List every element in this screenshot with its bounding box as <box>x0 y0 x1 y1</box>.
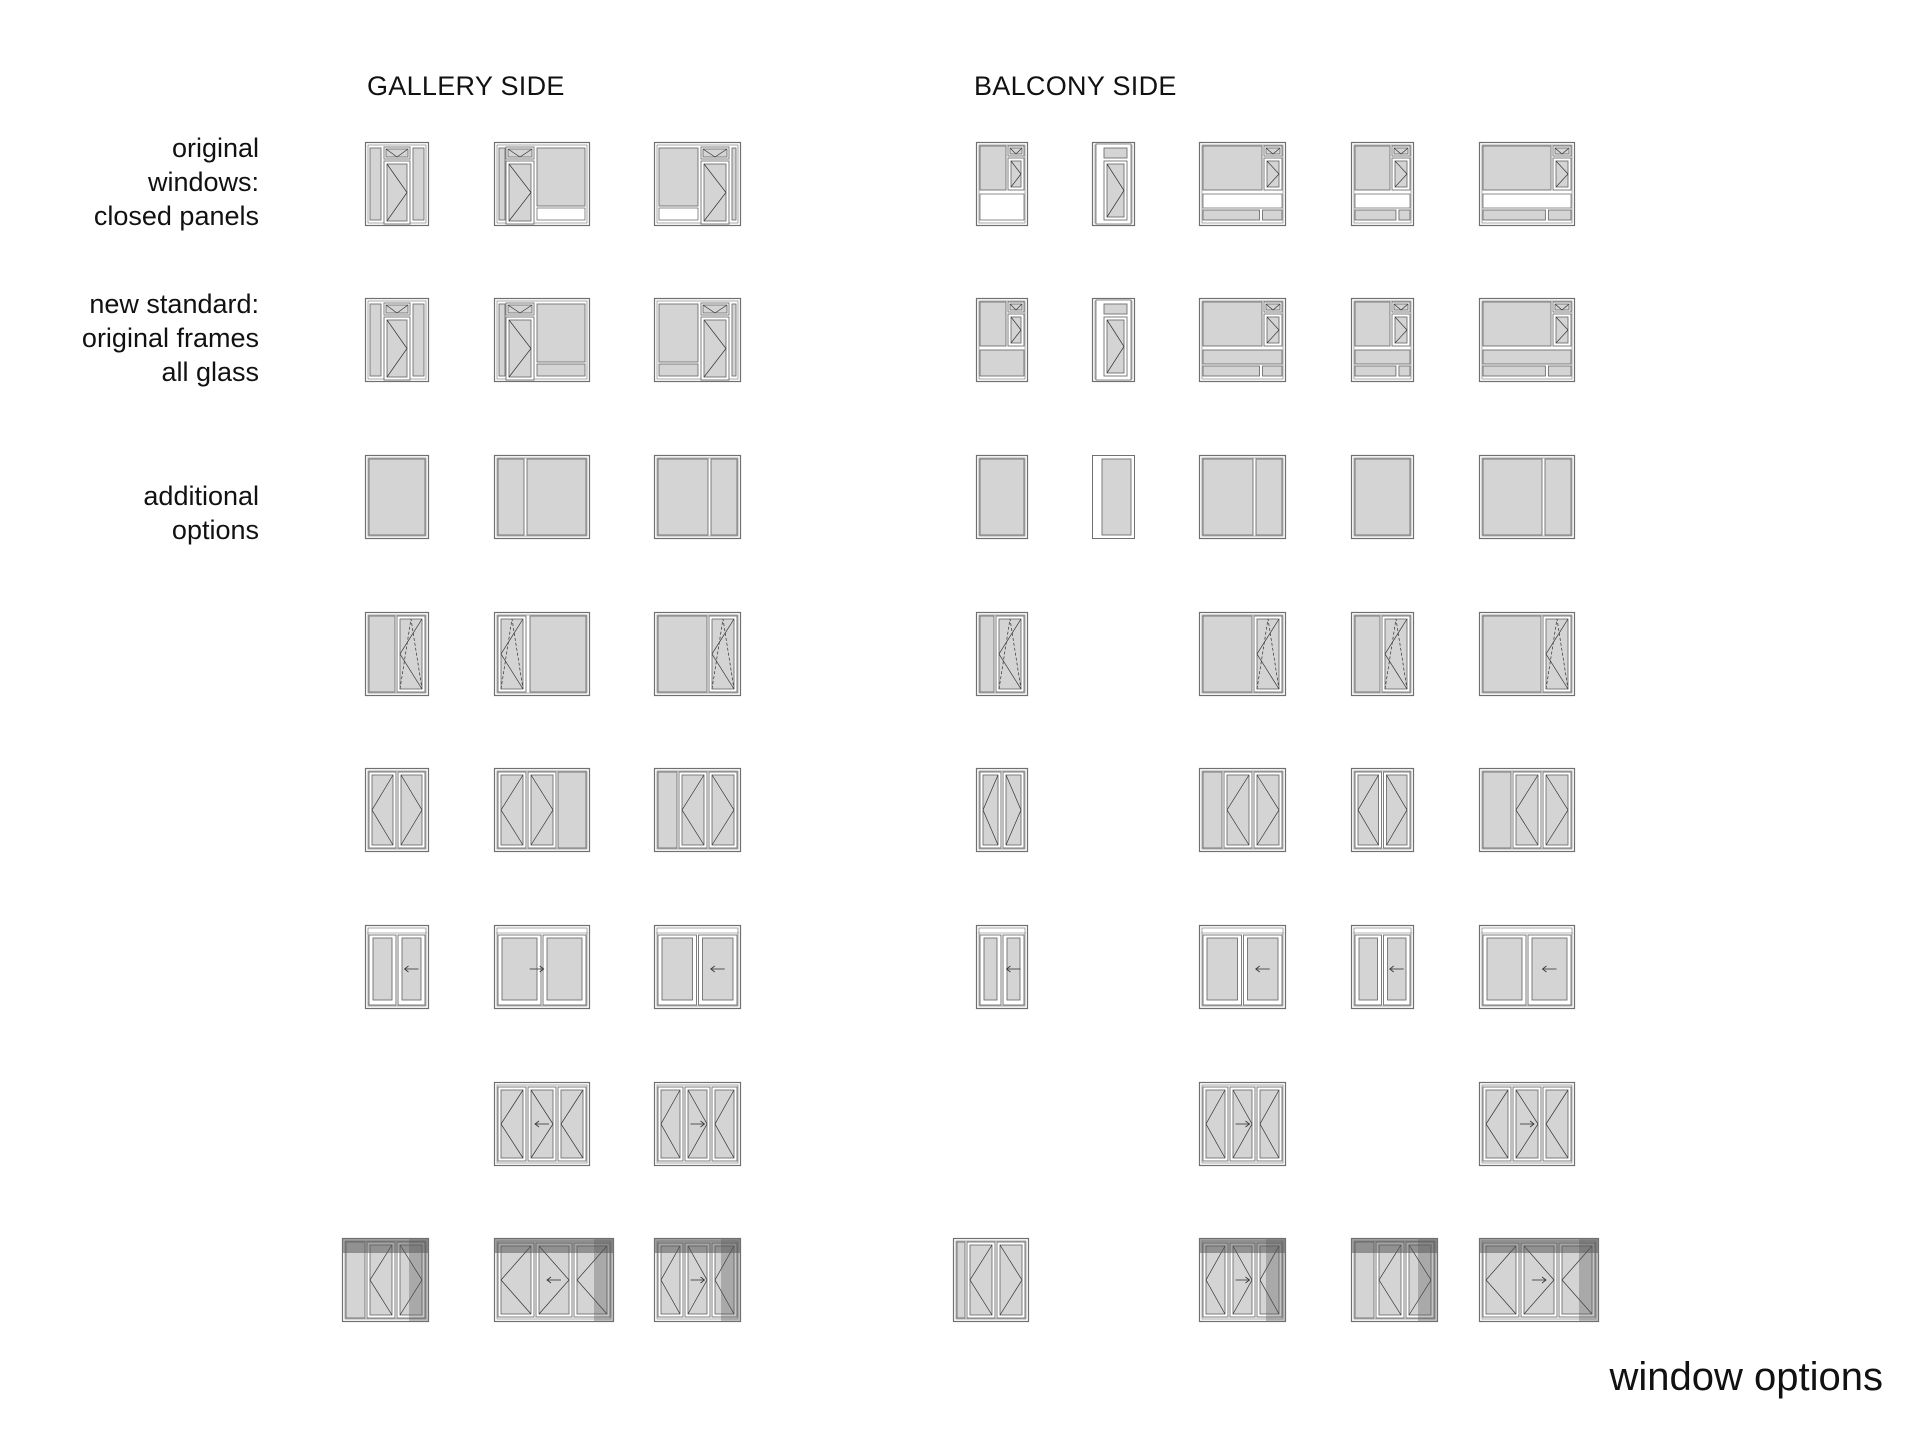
window-b3-shaded <box>1199 1238 1286 1322</box>
row-label-additional <box>143 479 259 547</box>
window-g2-double <box>494 768 590 852</box>
window-b1-tilt <box>976 612 1028 696</box>
window-g1-standard <box>365 298 429 382</box>
row-label-new-standard-line-2: original frames <box>81 323 259 353</box>
window-b4-standard <box>1351 298 1414 382</box>
window-b3-original <box>1199 142 1286 226</box>
window-g3-shaded <box>654 1238 741 1322</box>
row-label-original-line-2: windows: <box>147 167 259 197</box>
window-g2-fixed <box>494 455 590 539</box>
window-b5-folding <box>1479 1082 1575 1166</box>
window-b5-original <box>1479 142 1575 226</box>
window-b1-double <box>976 768 1028 852</box>
window-b3-folding <box>1199 1082 1286 1166</box>
window-b5-shaded <box>1479 1238 1599 1322</box>
window-g1-fixed <box>365 455 429 539</box>
section-heading-gallery: GALLERY SIDE <box>367 71 565 101</box>
window-g3-folding <box>654 1082 741 1166</box>
window-g1-sliding <box>365 925 429 1009</box>
row-label-new-standard-line-1: new standard: <box>89 289 259 319</box>
window-b5-double <box>1479 768 1575 852</box>
window-b3-fixed <box>1199 455 1286 539</box>
window-b5-standard <box>1479 298 1575 382</box>
window-b3-sliding <box>1199 925 1286 1009</box>
window-g2-original <box>494 142 590 226</box>
window-b2-fixed <box>1092 455 1135 539</box>
window-b3-tilt <box>1199 612 1286 696</box>
window-g2-sliding <box>494 925 590 1009</box>
window-g3-original <box>654 142 741 226</box>
row-label-original-line-3: closed panels <box>93 201 259 231</box>
window-b4-double <box>1351 768 1414 852</box>
window-g3-tilt <box>654 612 741 696</box>
row-label-additional-line-1: additional <box>143 481 259 511</box>
window-b5-fixed <box>1479 455 1575 539</box>
window-g2-tilt <box>494 612 590 696</box>
window-b4-tilt <box>1351 612 1414 696</box>
window-g3-sliding <box>654 925 741 1009</box>
window-g3-fixed <box>654 455 741 539</box>
window-g1-shaded <box>342 1238 429 1322</box>
window-g2-standard <box>494 298 590 382</box>
window-b3-standard <box>1199 298 1286 382</box>
row-label-original-line-1: original <box>171 133 259 163</box>
section-heading-balcony: BALCONY SIDE <box>974 71 1177 101</box>
window-b4-fixed <box>1351 455 1414 539</box>
window-g3-standard <box>654 298 741 382</box>
row-label-new-standard <box>82 287 259 389</box>
window-g1-original <box>365 142 429 226</box>
window-b1-original <box>976 142 1028 226</box>
row-label-original <box>94 131 259 233</box>
window-g1-double <box>365 768 429 852</box>
window-b1-sliding <box>976 925 1028 1009</box>
window-g2-shaded <box>494 1238 614 1322</box>
window-b4-sliding <box>1351 925 1414 1009</box>
window-g1-tilt <box>365 612 429 696</box>
window-b1-shaded <box>953 1238 1029 1322</box>
window-g3-double <box>654 768 741 852</box>
window-b5-sliding <box>1479 925 1575 1009</box>
row-label-new-standard-line-3: all glass <box>161 357 259 387</box>
page-title: window options <box>1609 1355 1883 1399</box>
row-label-additional-line-2: options <box>171 515 259 545</box>
window-b2-standard <box>1092 298 1135 382</box>
window-b4-original <box>1351 142 1414 226</box>
window-b2-original <box>1092 142 1135 226</box>
window-g2-folding <box>494 1082 590 1166</box>
window-b5-tilt <box>1479 612 1575 696</box>
window-b1-standard <box>976 298 1028 382</box>
window-b3-double <box>1199 768 1286 852</box>
window-b1-fixed <box>976 455 1028 539</box>
window-b4-shaded <box>1351 1238 1438 1322</box>
